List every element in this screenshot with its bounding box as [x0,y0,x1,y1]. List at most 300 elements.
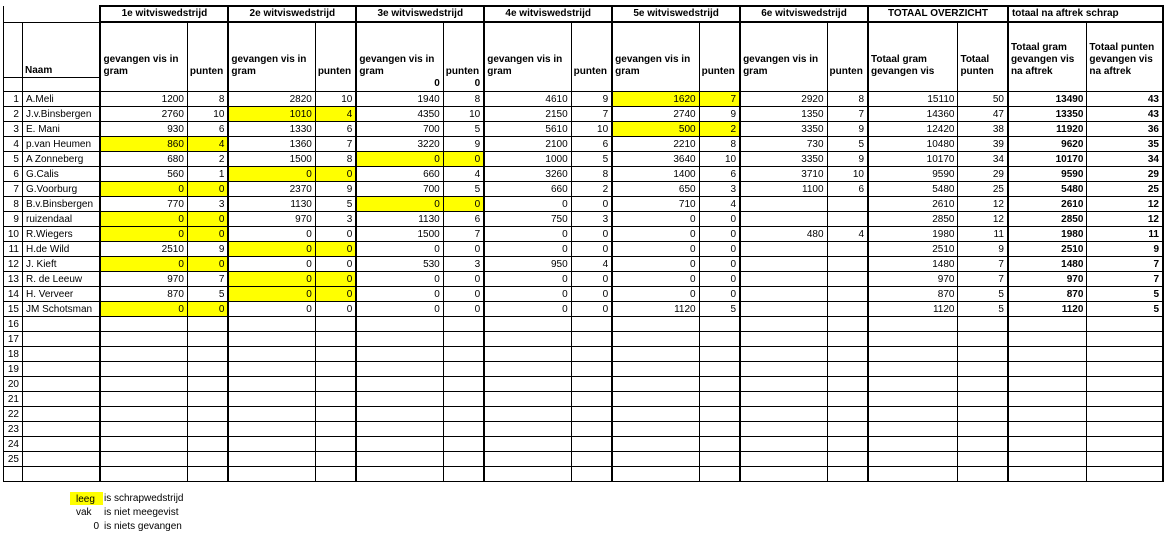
total-gram-cell[interactable]: 5480 [868,181,958,196]
after-punten-cell[interactable] [1087,376,1163,391]
player-name-cell[interactable]: E. Mani [22,121,100,136]
after-punten-cell[interactable] [1087,331,1163,346]
contest-2-gram-cell[interactable]: 1130 [228,196,315,211]
contest-2-punten-cell[interactable]: 8 [315,151,356,166]
contest-3-punten-cell[interactable] [443,421,484,436]
contest-6-punten-cell[interactable]: 6 [827,181,868,196]
contest-2-gram-cell[interactable] [228,451,315,466]
contest-1-gram-cell[interactable]: 0 [100,211,187,226]
contest-2-gram-cell[interactable] [228,376,315,391]
contest-1-punten-cell[interactable] [187,436,228,451]
contest-5-punten-cell[interactable]: 4 [699,196,740,211]
group-header-contest-1[interactable]: 1e witviswedstrijd [100,6,228,22]
contest-2-gram-cell[interactable] [228,331,315,346]
contest-1-gram-cell[interactable] [100,466,187,481]
contest-1-gram-cell[interactable]: 860 [100,136,187,151]
contest-6-gram-cell[interactable]: 480 [740,226,827,241]
total-gram-cell[interactable]: 1120 [868,301,958,316]
total-gram-cell[interactable] [868,361,958,376]
group-header-contest-2[interactable]: 2e witviswedstrijd [228,6,356,22]
contest-2-punten-cell[interactable] [315,436,356,451]
total-gram-cell[interactable]: 12420 [868,121,958,136]
contest-1-punten-cell[interactable] [187,346,228,361]
after-punten-cell[interactable]: 36 [1087,121,1163,136]
after-gram-cell[interactable] [1008,316,1087,331]
after-punten-cell[interactable]: 11 [1087,226,1163,241]
player-name-cell[interactable]: G.Calis [22,166,100,181]
total-gram-cell[interactable] [868,466,958,481]
contest-4-punten-cell[interactable] [571,406,612,421]
contest-6-gram-cell[interactable] [740,346,827,361]
total-punten-cell[interactable]: 34 [958,151,1008,166]
contest-5-gram-cell[interactable]: 0 [612,211,699,226]
contest-1-punten-cell[interactable] [187,331,228,346]
contest-3-gram-cell[interactable] [356,361,443,376]
contest-4-gram-cell[interactable] [484,346,571,361]
contest-1-punten-cell[interactable]: 6 [187,121,228,136]
contest-3-gram-cell[interactable] [356,421,443,436]
contest-4-punten-cell[interactable] [571,421,612,436]
contest-6-gram-cell[interactable] [740,286,827,301]
total-punten-cell[interactable]: 47 [958,106,1008,121]
contest-2-punten-cell[interactable] [315,361,356,376]
total-punten-cell[interactable] [958,421,1008,436]
contest-2-gram-cell[interactable]: 0 [228,271,315,286]
after-punten-cell[interactable] [1087,436,1163,451]
contest-6-punten-cell[interactable] [827,256,868,271]
contest-1-gram-cell[interactable]: 0 [100,181,187,196]
contest-3-punten-cell[interactable] [443,406,484,421]
contest-3-gram-cell[interactable]: 3220 [356,136,443,151]
total-gram-cell[interactable]: 2610 [868,196,958,211]
contest-3-gram-cell[interactable]: 1130 [356,211,443,226]
player-name-cell[interactable]: H. Verveer [22,286,100,301]
column-header-contest-4-punten[interactable] [571,22,612,91]
contest-6-punten-cell[interactable] [827,286,868,301]
contest-3-punten-cell[interactable]: 9 [443,136,484,151]
column-header-contest-5-punten[interactable] [699,22,740,91]
contest-1-gram-cell[interactable] [100,331,187,346]
contest-5-gram-cell[interactable] [612,451,699,466]
contest-3-punten-cell[interactable] [443,361,484,376]
contest-5-gram-cell[interactable] [612,391,699,406]
contest-2-punten-cell[interactable] [315,316,356,331]
total-punten-cell[interactable] [958,361,1008,376]
contest-5-punten-cell[interactable] [699,466,740,481]
contest-5-gram-cell[interactable]: 1620 [612,91,699,106]
contest-4-punten-cell[interactable]: 2 [571,181,612,196]
after-gram-cell[interactable] [1008,451,1087,466]
contest-6-punten-cell[interactable] [827,346,868,361]
total-punten-cell[interactable] [958,466,1008,481]
row-number-cell[interactable]: 24 [4,436,23,451]
contest-3-gram-cell[interactable]: 0 [356,271,443,286]
contest-2-punten-cell[interactable]: 0 [315,226,356,241]
row-number-cell[interactable]: 17 [4,331,23,346]
total-gram-cell[interactable] [868,436,958,451]
contest-5-gram-cell[interactable]: 0 [612,271,699,286]
contest-5-gram-cell[interactable] [612,406,699,421]
after-punten-cell[interactable] [1087,346,1163,361]
contest-4-gram-cell[interactable] [484,361,571,376]
contest-4-gram-cell[interactable]: 1000 [484,151,571,166]
row-number-cell[interactable]: 4 [4,136,23,151]
total-gram-cell[interactable] [868,376,958,391]
contest-4-gram-cell[interactable] [484,391,571,406]
contest-3-punten-cell[interactable]: 0 [443,301,484,316]
contest-4-gram-cell[interactable]: 2150 [484,106,571,121]
contest-2-gram-cell[interactable] [228,436,315,451]
contest-6-gram-cell[interactable]: 730 [740,136,827,151]
after-gram-cell[interactable] [1008,361,1087,376]
contest-2-gram-cell[interactable] [228,466,315,481]
total-gram-cell[interactable]: 870 [868,286,958,301]
contest-4-gram-cell[interactable] [484,316,571,331]
contest-4-gram-cell[interactable]: 2100 [484,136,571,151]
contest-1-punten-cell[interactable] [187,316,228,331]
after-gram-cell[interactable]: 10170 [1008,151,1087,166]
contest-2-punten-cell[interactable] [315,466,356,481]
after-gram-cell[interactable]: 1480 [1008,256,1087,271]
contest-5-gram-cell[interactable] [612,361,699,376]
spacer-cell[interactable] [4,77,23,91]
contest-6-gram-cell[interactable] [740,391,827,406]
contest-3-gram-cell[interactable]: 700 [356,181,443,196]
contest-2-gram-cell[interactable]: 2370 [228,181,315,196]
contest-1-punten-cell[interactable]: 7 [187,271,228,286]
contest-6-gram-cell[interactable]: 1350 [740,106,827,121]
contest-1-punten-cell[interactable]: 0 [187,301,228,316]
contest-4-gram-cell[interactable] [484,421,571,436]
contest-1-gram-cell[interactable]: 0 [100,256,187,271]
contest-1-punten-cell[interactable]: 0 [187,211,228,226]
contest-1-gram-cell[interactable] [100,346,187,361]
contest-2-gram-cell[interactable]: 0 [228,241,315,256]
contest-6-gram-cell[interactable] [740,256,827,271]
contest-1-punten-cell[interactable] [187,451,228,466]
contest-2-punten-cell[interactable] [315,451,356,466]
contest-5-punten-cell[interactable] [699,316,740,331]
contest-4-gram-cell[interactable]: 750 [484,211,571,226]
contest-3-punten-cell[interactable]: 3 [443,256,484,271]
contest-5-gram-cell[interactable] [612,421,699,436]
player-name-cell[interactable]: R.Wiegers [22,226,100,241]
after-gram-cell[interactable]: 5480 [1008,181,1087,196]
row-number-cell[interactable]: 18 [4,346,23,361]
contest-3-gram-cell[interactable] [356,466,443,481]
contest-6-gram-cell[interactable] [740,421,827,436]
contest-6-gram-cell[interactable] [740,211,827,226]
contest-2-punten-cell[interactable] [315,376,356,391]
contest-2-punten-cell[interactable]: 5 [315,196,356,211]
total-punten-cell[interactable]: 12 [958,196,1008,211]
contest-4-punten-cell[interactable]: 6 [571,136,612,151]
contest-2-punten-cell[interactable] [315,406,356,421]
contest-5-gram-cell[interactable] [612,316,699,331]
contest-2-punten-cell[interactable] [315,346,356,361]
contest-3-punten-cell[interactable]: 5 [443,181,484,196]
contest-6-punten-cell[interactable]: 9 [827,121,868,136]
contest-6-gram-cell[interactable] [740,241,827,256]
column-header-contest-2-punten[interactable] [315,22,356,91]
contest-1-gram-cell[interactable] [100,316,187,331]
contest-2-gram-cell[interactable]: 1010 [228,106,315,121]
player-name-cell[interactable] [22,316,100,331]
after-gram-cell[interactable]: 13490 [1008,91,1087,106]
contest-2-punten-cell[interactable]: 3 [315,211,356,226]
contest-2-gram-cell[interactable] [228,361,315,376]
contest-4-punten-cell[interactable] [571,316,612,331]
after-punten-cell[interactable] [1087,406,1163,421]
contest-3-gram-cell[interactable] [356,316,443,331]
contest-6-punten-cell[interactable] [827,241,868,256]
after-punten-cell[interactable]: 43 [1087,91,1163,106]
contest-5-gram-cell[interactable] [612,376,699,391]
contest-2-gram-cell[interactable]: 1360 [228,136,315,151]
player-name-cell[interactable] [22,391,100,406]
contest-4-punten-cell[interactable]: 0 [571,271,612,286]
contest-6-punten-cell[interactable] [827,271,868,286]
contest-5-punten-cell[interactable] [699,391,740,406]
contest-4-punten-cell[interactable]: 0 [571,301,612,316]
contest-1-gram-cell[interactable]: 770 [100,196,187,211]
row-number-cell[interactable]: 9 [4,211,23,226]
row-number-cell[interactable]: 11 [4,241,23,256]
contest-4-punten-cell[interactable]: 10 [571,121,612,136]
after-punten-cell[interactable]: 5 [1087,301,1163,316]
contest-6-gram-cell[interactable] [740,406,827,421]
contest-5-gram-cell[interactable]: 0 [612,286,699,301]
row-number-cell[interactable]: 19 [4,361,23,376]
contest-6-gram-cell[interactable] [740,196,827,211]
contest-2-punten-cell[interactable]: 9 [315,181,356,196]
row-number-cell[interactable]: 5 [4,151,23,166]
contest-5-punten-cell[interactable] [699,421,740,436]
total-gram-cell[interactable]: 14360 [868,106,958,121]
after-gram-cell[interactable]: 2610 [1008,196,1087,211]
column-header-after-gram[interactable] [1008,22,1087,91]
group-header-contest-5[interactable]: 5e witviswedstrijd [612,6,740,22]
contest-1-punten-cell[interactable]: 0 [187,226,228,241]
contest-6-punten-cell[interactable] [827,301,868,316]
row-number-cell[interactable]: 8 [4,196,23,211]
contest-4-punten-cell[interactable] [571,391,612,406]
contest-6-punten-cell[interactable] [827,361,868,376]
total-punten-cell[interactable] [958,376,1008,391]
contest-3-punten-cell[interactable] [443,346,484,361]
total-gram-cell[interactable] [868,331,958,346]
after-punten-cell[interactable]: 7 [1087,271,1163,286]
contest-1-punten-cell[interactable]: 3 [187,196,228,211]
contest-4-gram-cell[interactable] [484,466,571,481]
contest-4-punten-cell[interactable] [571,331,612,346]
row-number-cell[interactable]: 13 [4,271,23,286]
contest-2-punten-cell[interactable]: 0 [315,166,356,181]
row-number-cell[interactable]: 1 [4,91,23,106]
contest-3-punten-cell[interactable]: 5 [443,121,484,136]
after-punten-cell[interactable] [1087,361,1163,376]
contest-5-gram-cell[interactable]: 0 [612,256,699,271]
contest-4-gram-cell[interactable]: 0 [484,271,571,286]
contest-4-punten-cell[interactable]: 0 [571,286,612,301]
player-name-cell[interactable]: R. de Leeuw [22,271,100,286]
after-punten-cell[interactable]: 25 [1087,181,1163,196]
row-number-cell[interactable]: 23 [4,421,23,436]
group-header-contest-3[interactable]: 3e witviswedstrijd [356,6,484,22]
total-gram-cell[interactable] [868,451,958,466]
row-number-header-cell[interactable] [4,22,23,77]
contest-3-punten-cell[interactable]: 8 [443,91,484,106]
total-punten-cell[interactable] [958,451,1008,466]
contest-1-punten-cell[interactable]: 2 [187,151,228,166]
after-punten-cell[interactable] [1087,451,1163,466]
column-header-contest-1-gram[interactable] [100,22,187,91]
contest-6-gram-cell[interactable] [740,301,827,316]
contest-6-punten-cell[interactable] [827,331,868,346]
contest-3-gram-cell[interactable]: 1940 [356,91,443,106]
contest-3-punten-cell[interactable]: 4 [443,166,484,181]
contest-2-gram-cell[interactable]: 970 [228,211,315,226]
column-header-contest-2-gram[interactable] [228,22,315,91]
contest-5-punten-cell[interactable] [699,376,740,391]
contest-4-gram-cell[interactable]: 3260 [484,166,571,181]
contest-1-punten-cell[interactable]: 9 [187,241,228,256]
contest-5-gram-cell[interactable]: 0 [612,226,699,241]
contest-6-punten-cell[interactable]: 4 [827,226,868,241]
contest-3-punten-cell[interactable]: 7 [443,226,484,241]
total-gram-cell[interactable] [868,316,958,331]
contest-5-gram-cell[interactable] [612,466,699,481]
contest-5-punten-cell[interactable]: 10 [699,151,740,166]
row-number-cell[interactable]: 10 [4,226,23,241]
total-gram-cell[interactable]: 2850 [868,211,958,226]
player-name-cell[interactable] [22,346,100,361]
contest-2-gram-cell[interactable]: 2820 [228,91,315,106]
contest-3-punten-cell[interactable]: 0 [443,271,484,286]
contest-5-punten-cell[interactable]: 0 [699,286,740,301]
contest-5-punten-cell[interactable]: 5 [699,301,740,316]
column-header-contest-4-gram[interactable] [484,22,571,91]
after-gram-cell[interactable]: 9620 [1008,136,1087,151]
after-gram-cell[interactable] [1008,376,1087,391]
contest-3-gram-cell[interactable]: 0 [356,241,443,256]
contest-4-punten-cell[interactable]: 3 [571,211,612,226]
contest-4-punten-cell[interactable]: 0 [571,196,612,211]
total-punten-cell[interactable]: 39 [958,136,1008,151]
contest-3-gram-cell[interactable] [356,376,443,391]
contest-5-punten-cell[interactable]: 7 [699,91,740,106]
contest-5-gram-cell[interactable]: 2210 [612,136,699,151]
player-name-cell[interactable]: JM Schotsman [22,301,100,316]
contest-4-gram-cell[interactable] [484,406,571,421]
contest-2-punten-cell[interactable]: 0 [315,241,356,256]
contest-3-punten-cell[interactable]: 10 [443,106,484,121]
total-punten-cell[interactable]: 5 [958,301,1008,316]
total-punten-cell[interactable]: 5 [958,286,1008,301]
contest-4-punten-cell[interactable] [571,361,612,376]
contest-6-gram-cell[interactable]: 3710 [740,166,827,181]
contest-5-punten-cell[interactable]: 0 [699,256,740,271]
contest-3-gram-cell[interactable]: 0 [356,196,443,211]
contest-4-gram-cell[interactable]: 0 [484,301,571,316]
contest-1-punten-cell[interactable] [187,421,228,436]
contest-1-punten-cell[interactable]: 0 [187,256,228,271]
row-number-cell[interactable]: 25 [4,451,23,466]
contest-2-gram-cell[interactable]: 0 [228,256,315,271]
contest-2-punten-cell[interactable]: 0 [315,301,356,316]
contest-1-gram-cell[interactable]: 2760 [100,106,187,121]
column-header-contest-3-gram[interactable] [356,22,443,91]
after-punten-cell[interactable]: 7 [1087,256,1163,271]
contest-3-punten-cell[interactable]: 0 [443,241,484,256]
contest-5-punten-cell[interactable] [699,436,740,451]
contest-3-gram-cell[interactable] [356,436,443,451]
after-punten-cell[interactable] [1087,466,1163,481]
column-header-contest-5-gram[interactable] [612,22,699,91]
contest-4-punten-cell[interactable] [571,346,612,361]
contest-1-gram-cell[interactable] [100,436,187,451]
contest-4-punten-cell[interactable]: 4 [571,256,612,271]
row-number-cell[interactable]: 7 [4,181,23,196]
contest-1-gram-cell[interactable]: 2510 [100,241,187,256]
total-gram-cell[interactable]: 2510 [868,241,958,256]
spacer-cell[interactable] [22,77,100,91]
contest-6-punten-cell[interactable] [827,391,868,406]
contest-4-gram-cell[interactable] [484,436,571,451]
contest-1-gram-cell[interactable]: 0 [100,301,187,316]
player-name-cell[interactable] [22,466,100,481]
contest-2-gram-cell[interactable] [228,421,315,436]
contest-6-punten-cell[interactable]: 5 [827,136,868,151]
player-name-cell[interactable] [22,361,100,376]
contest-4-punten-cell[interactable]: 5 [571,151,612,166]
contest-5-punten-cell[interactable] [699,346,740,361]
contest-2-punten-cell[interactable] [315,331,356,346]
name-column-header[interactable]: Naam [22,22,100,77]
total-gram-cell[interactable]: 1980 [868,226,958,241]
after-gram-cell[interactable]: 2850 [1008,211,1087,226]
contest-2-gram-cell[interactable]: 0 [228,166,315,181]
contest-2-punten-cell[interactable]: 0 [315,271,356,286]
contest-2-gram-cell[interactable]: 0 [228,286,315,301]
row-number-cell[interactable]: 6 [4,166,23,181]
contest-4-punten-cell[interactable] [571,436,612,451]
contest-4-gram-cell[interactable]: 5610 [484,121,571,136]
after-gram-cell[interactable]: 1980 [1008,226,1087,241]
after-punten-cell[interactable]: 29 [1087,166,1163,181]
contest-1-gram-cell[interactable]: 870 [100,286,187,301]
player-name-cell[interactable] [22,451,100,466]
contest-6-punten-cell[interactable] [827,196,868,211]
total-punten-cell[interactable] [958,406,1008,421]
row-number-cell[interactable]: 22 [4,406,23,421]
contest-5-punten-cell[interactable]: 8 [699,136,740,151]
contest-2-gram-cell[interactable] [228,346,315,361]
contest-6-gram-cell[interactable] [740,376,827,391]
contest-1-punten-cell[interactable] [187,406,228,421]
contest-3-gram-cell[interactable]: 0 [356,286,443,301]
contest-3-punten-cell[interactable] [443,466,484,481]
contest-1-gram-cell[interactable] [100,376,187,391]
contest-3-punten-cell[interactable]: 6 [443,211,484,226]
contest-5-punten-cell[interactable]: 0 [699,226,740,241]
after-gram-cell[interactable]: 1120 [1008,301,1087,316]
contest-6-punten-cell[interactable]: 10 [827,166,868,181]
contest-6-punten-cell[interactable] [827,316,868,331]
after-gram-cell[interactable] [1008,346,1087,361]
contest-1-gram-cell[interactable] [100,361,187,376]
contest-4-punten-cell[interactable]: 0 [571,241,612,256]
